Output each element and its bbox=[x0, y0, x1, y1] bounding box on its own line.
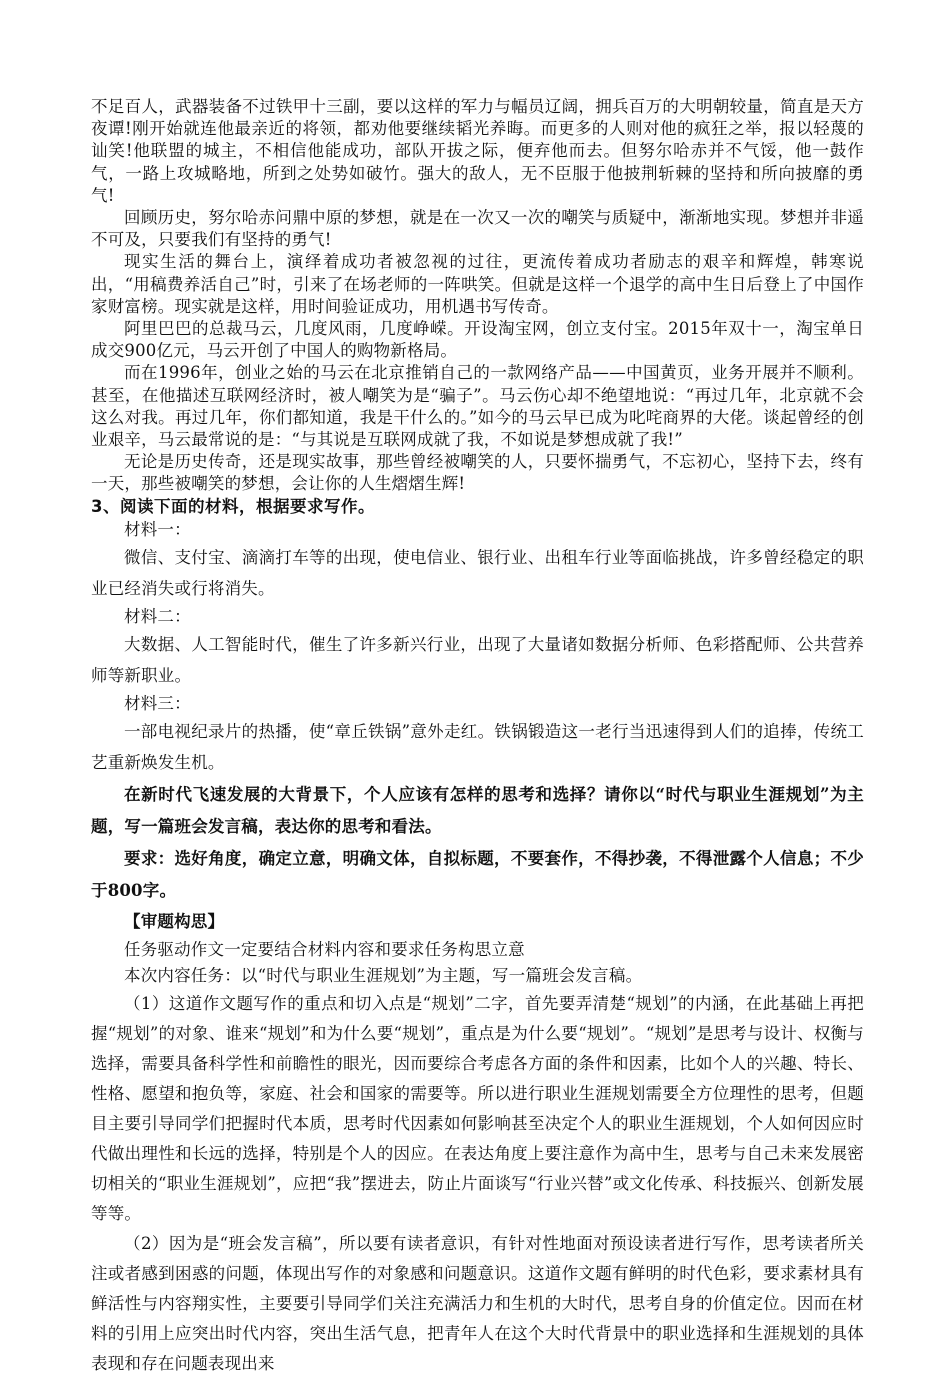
material-3-text: 一部电视纪录片的热播，使“章丘铁锅”意外走红。铁锅锻造这一老行当迅速得到人们的追捧，传统工艺重新焕发生机。 bbox=[91, 721, 864, 773]
material-1-text: 微信、支付宝、滴滴打车等的出现，使电信业、银行业、出租车行业等面临挑战，许多曾经稳定的职业已经消失或行将消失。 bbox=[91, 547, 864, 599]
writing-task: 在新时代飞速发展的大背景下，个人应该有怎样的思考和选择？请你以“时代与职业生涯规划”为主题，写一篇班会发言稿，表达你的思考和看法。 bbox=[91, 784, 864, 836]
material-2-text: 大数据、人工智能时代，催生了许多新兴行业，出现了大量诸如数据分析师、色彩搭配师、公共营养师等新职业。 bbox=[91, 634, 864, 686]
analysis-line-2: 本次内容任务：以“时代与职业生涯规划”为主题，写一篇班会发言稿。 bbox=[124, 965, 643, 985]
material-1-label: 材料一： bbox=[124, 519, 191, 539]
paragraph-nurhaci-continued: 不足百人，武器装备不过铁甲十三副，要以这样的军力与幅员辽阔，拥兵百万的大明朝较量，简直是天方夜谭!刚开始就连他最亲近的将领，都劝他要继续韬光养晦。而更多的人则对他的疯狂之举，报以轻蔑的讪笑!他联盟的城主，不相信他能成功，部队开拔之际，便弃他而去。但努尔哈赤并不气馁，他一鼓作气，一路上攻城略地，所到之处势如破竹。强大的敌人，无不臣服于他披荆斩棘的坚持和所向披靡的勇气! bbox=[91, 97, 864, 205]
analysis-line-1: 任务驱动作文一定要结合材料内容和要求任务构思立意 bbox=[124, 939, 525, 959]
paragraph-jack-ma-alibaba: 阿里巴巴的总裁马云，几度风雨，几度峥嵘。开设淘宝网，创立支付宝。2015年双十一，淘宝单日成交900亿元，马云开创了中国人的购物新格局。 bbox=[91, 319, 864, 361]
question-3-heading: 3、阅读下面的材料，根据要求写作。 bbox=[91, 496, 375, 516]
paragraph-conclusion: 无论是历史传奇，还是现实故事，那些曾经被嘲笑的人，只要怀揣勇气，不忘初心，坚持下去，终有一天，那些被嘲笑的梦想，会让你的人生熠熠生辉! bbox=[91, 452, 864, 494]
writing-requirement: 要求：选好角度，确定立意，明确文体，自拟标题，不要套作，不得抄袭，不得泄露个人信息；不少于800字。 bbox=[91, 848, 864, 900]
analysis-point-2: （2）因为是“班会发言稿”，所以要有读者意识，有针对性地面对预设读者进行写作，思考读者所关注或者感到困惑的问题，体现出写作的对象感和问题意识。这道作文题有鲜明的时代色彩，要求素材具有鲜活性与内容翔实性，主要要引导同学们关注充满活力和生机的大时代，思考自身的价值定位。因而在材料的引用上应突出时代内容，突出生活气息，把青年人在这个大时代背景中的职业选择和生涯规划的具体表现和存在问题表现出来 bbox=[91, 1233, 864, 1373]
paragraph-jack-ma-1996: 而在1996年，创业之始的马云在北京推销自己的一款网络产品——中国黄页，业务开展并不顺利。甚至，在他描述互联网经济时，被人嘲笑为是“骗子”。马云伤心却不绝望地说：“再过几年，北京就不会这么对我。再过几年，你们都知道，我是干什么的。”如今的马云早已成为叱咤商界的大佬。谈起曾经的创业艰辛，马云最常说的是：“与其说是互联网成就了我，不如说是梦想成就了我!” bbox=[91, 363, 864, 450]
analysis-heading: 【审题构思】 bbox=[124, 911, 225, 931]
paragraph-han-han: 现实生活的舞台上，演绎着成功者被忽视的过往，更流传着成功者励志的艰辛和辉煌，韩寒说出，“用稿费养活自己”时，引来了在场老师的一阵哄笑。但就是这样一个退学的高中生日后登上了中国作家财富榜。现实就是这样，用时间验证成功，用机遇书写传奇。 bbox=[91, 252, 864, 316]
paragraph-history-review: 回顾历史，努尔哈赤问鼎中原的梦想，就是在一次又一次的嘲笑与质疑中，渐渐地实现。梦想并非遥不可及，只要我们有坚持的勇气! bbox=[91, 208, 864, 250]
analysis-point-1: （1）这道作文题写作的重点和切入点是“规划”二字，首先要弄清楚“规划”的内涵，在此基础上再把握“规划”的对象、谁来“规划”和为什么要“规划”，重点是为什么要“规划”。“规划”是思考与设计、权衡与选择，需要具备科学性和前瞻性的眼光，因而要综合考虑各方面的条件和因素，比如个人的兴趣、特长、性格、愿望和抱负等，家庭、社会和国家的需要等。所以进行职业生涯规划需要全方位理性的思考，但题目主要引导同学们把握时代本质，思考时代因素如何影响甚至决定个人的职业生涯规划，个人如何因应时代做出理性和长远的选择，特别是个人的因应。在表达角度上要注意作为高中生，思考与自己未来发展密切相关的“职业生涯规划”，应把“我”摆进去，防止片面谈写“行业兴替”或文化传承、科技振兴、创新发展等等。 bbox=[91, 993, 864, 1223]
material-2-label: 材料二： bbox=[124, 606, 191, 626]
materials-section bbox=[91, 518, 864, 907]
material-3-label: 材料三： bbox=[124, 693, 191, 713]
